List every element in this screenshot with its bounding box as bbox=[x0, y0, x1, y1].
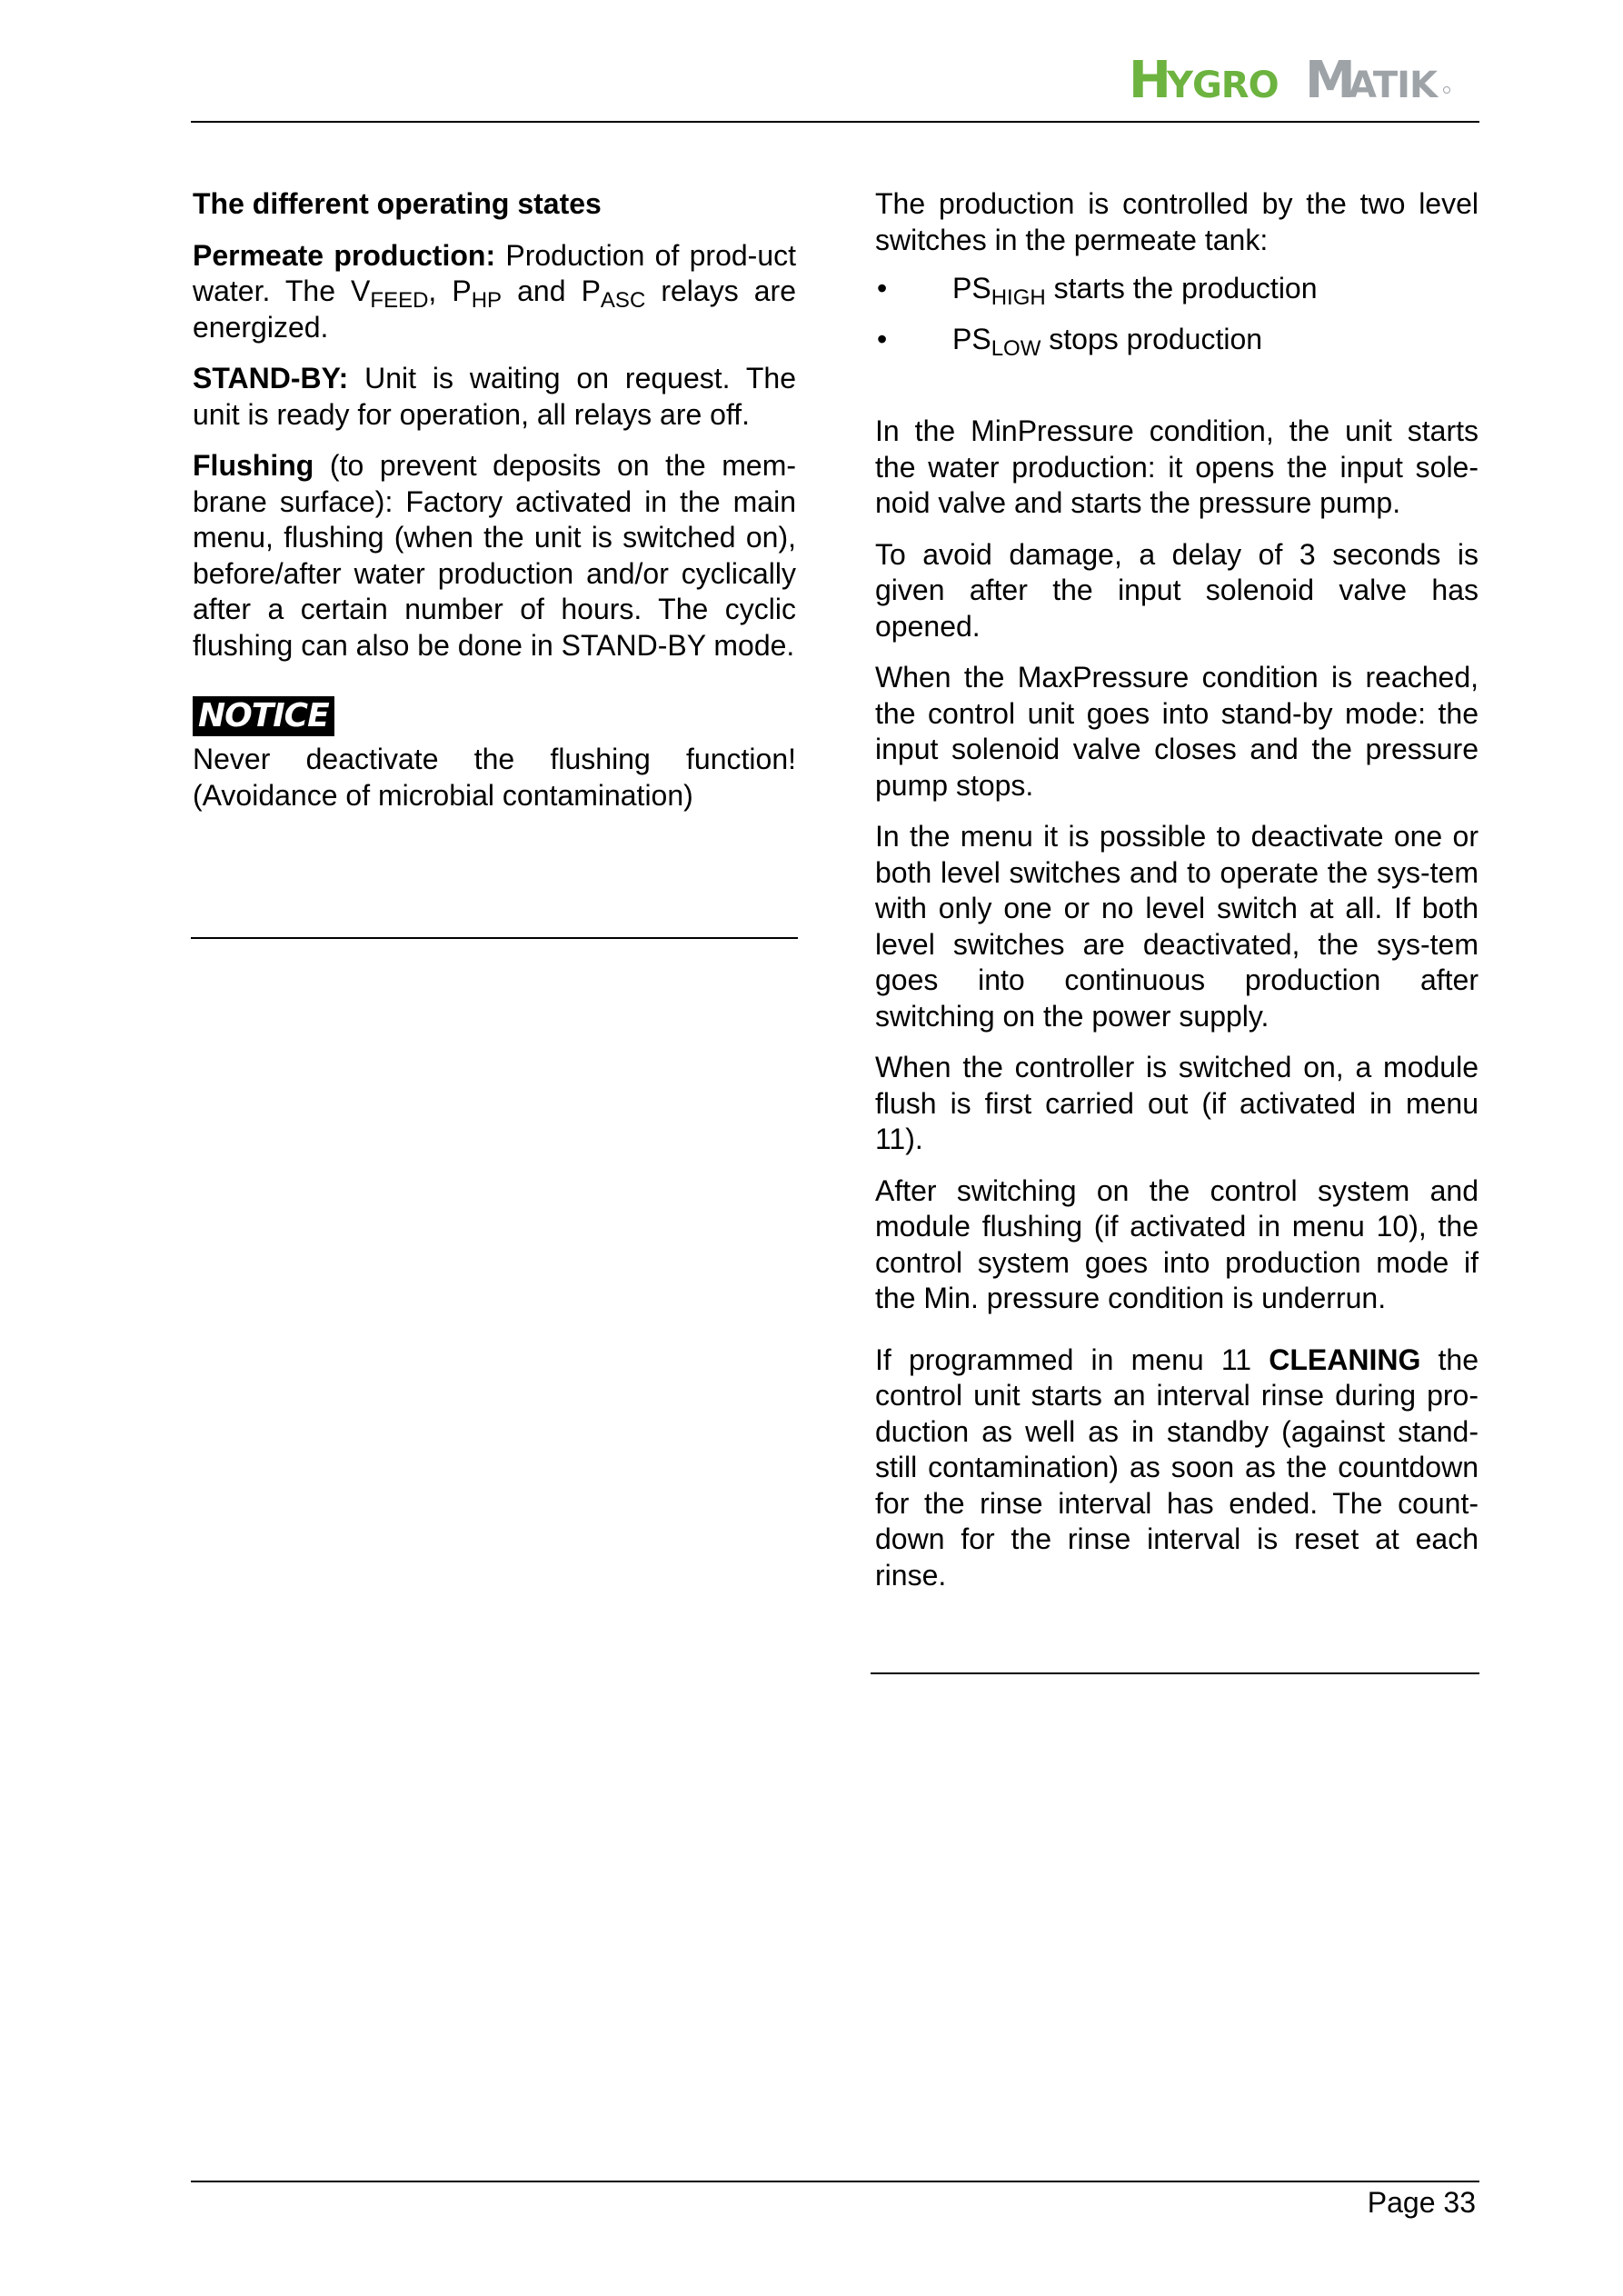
module-flush-paragraph: When the controller is switched on, a module flush is first carried out (if activated in menu 11). bbox=[875, 1051, 1479, 1155]
cleaning-text-2: the control unit starts an interval rinse during pro-duction as well as in standby (against stand-still contamination) as soon as the countdown for the rinse interval has ended. The count-down for the rinse interval is reset at each rinse. bbox=[875, 1343, 1479, 1592]
header-rule bbox=[191, 121, 1479, 123]
left-column bbox=[193, 186, 796, 814]
section-heading: The different operating states bbox=[193, 187, 602, 220]
standby-label: STAND-BY: bbox=[193, 362, 349, 394]
list-item bbox=[875, 271, 1479, 310]
bullet-icon: • bbox=[877, 272, 888, 304]
permeate-subscript-hp: HP bbox=[471, 288, 503, 313]
max-pressure-paragraph: When the MaxPressure condition is reached, the control unit goes into stand-by mode: the input solenoid valve closes and the pressure pump stops. bbox=[875, 661, 1479, 802]
production-mode-paragraph: After switching on the control system and module flushing (if activated in menu 10), the control system goes into production mode if the Min. pressure condition is underrun. bbox=[875, 1173, 1479, 1314]
permeate-subscript-feed: FEED bbox=[370, 288, 429, 313]
permeate-text-1: Production of prod-uct water. The V bbox=[193, 238, 797, 307]
flushing-paragraph bbox=[193, 448, 796, 664]
hygromatik-logo bbox=[1127, 47, 1490, 113]
svg-text:H: H bbox=[1129, 51, 1170, 110]
svg-text:YGRO: YGRO bbox=[1167, 65, 1279, 106]
bullet-text: starts the production bbox=[1045, 272, 1318, 304]
right-column bbox=[875, 186, 1479, 1593]
hygromatik-logo-mark bbox=[1127, 47, 1490, 113]
level-switch-menu-paragraph: In the menu it is possible to deactivate one or both level switches and to operate the sys-tem with only one or no level switch at all. If both level switches are deactivated, the sys-tem goes into continuous production after switching on the power supply. bbox=[875, 820, 1479, 1033]
svg-text:ATIK: ATIK bbox=[1349, 65, 1438, 106]
permeate-production-label: Permeate production: bbox=[193, 238, 496, 272]
list-item bbox=[875, 322, 1479, 361]
cleaning-paragraph bbox=[875, 1343, 1479, 1594]
right-column-end-rule bbox=[871, 1672, 1479, 1674]
cleaning-keyword: CLEANING bbox=[1269, 1343, 1421, 1376]
level-switch-list bbox=[875, 271, 1479, 361]
permeate-text-2: , P bbox=[428, 275, 472, 307]
permeate-production-paragraph bbox=[193, 238, 796, 346]
permeate-subscript-asc: ASC bbox=[600, 288, 646, 313]
bullet-text: stops production bbox=[1041, 322, 1263, 355]
flushing-label: Flushing bbox=[193, 449, 314, 482]
standby-text: Unit is waiting on request. The unit is ready for operation, all relays are off. bbox=[193, 362, 796, 431]
cleaning-text-1: If programmed in menu 11 bbox=[875, 1343, 1270, 1376]
page-number: Page 33 bbox=[1367, 2186, 1476, 2219]
bullet-text: PS bbox=[952, 322, 991, 355]
flushing-text: (to prevent deposits on the mem-brane surface): Factory activated in the main menu, flushing (when the unit is switched on), before/after water production and/or cyclically after a certain number of hours. The cyclic flushing can also be done in STAND-BY mode. bbox=[193, 449, 796, 662]
bullet-icon: • bbox=[877, 322, 888, 355]
svg-text:M: M bbox=[1305, 51, 1354, 110]
bullet-subscript: LOW bbox=[991, 335, 1041, 361]
bullet-subscript: HIGH bbox=[991, 285, 1046, 310]
permeate-text-4: relays are energized. bbox=[193, 275, 797, 344]
bullet-text: PS bbox=[952, 272, 991, 304]
permeate-text-3: and P bbox=[502, 275, 601, 307]
notice-badge: NOTICE bbox=[193, 696, 334, 736]
footer-rule bbox=[191, 2181, 1479, 2182]
left-column-end-rule bbox=[191, 937, 798, 939]
notice-text: Never deactivate the flushing function! (Avoidance of microbial contamination) bbox=[193, 743, 796, 812]
standby-paragraph bbox=[193, 361, 796, 433]
delay-paragraph: To avoid damage, a delay of 3 seconds is given after the input solenoid valve has opened. bbox=[875, 537, 1479, 643]
production-control-paragraph: The production is controlled by the two level switches in the permeate tank: bbox=[875, 187, 1479, 256]
min-pressure-paragraph: In the MinPressure condition, the unit starts the water production: it opens the input sole-noid valve and starts the pressure pump. bbox=[875, 414, 1479, 519]
